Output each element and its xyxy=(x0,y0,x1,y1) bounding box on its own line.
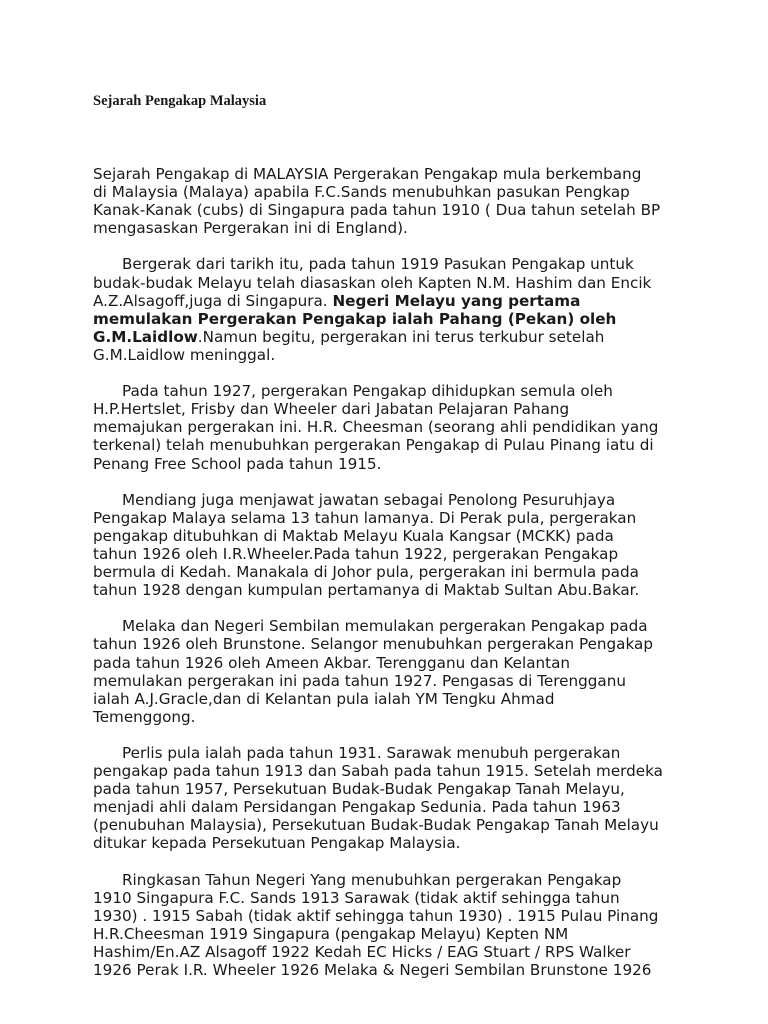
paragraph-text: .Namun begitu, pergerakan ini terus terkubur setelah G.M.Laidlow meninggal. xyxy=(93,327,605,364)
paragraph-ringkasan xyxy=(93,871,693,980)
paragraph-1927 xyxy=(93,382,693,472)
paragraph-text: Ringkasan Tahun Negeri Yang menubuhkan pergerakan Pengakap 1910 Singapura F.C. Sands 1913 Sarawak (tidak aktif sehingga tahun 1930) . 1915 Sabah (tidak aktif sehingga tahun 1930) . 1915 Pulau Pinang H.R.Cheesman 1919 Singapura (pengakap Melayu) Kepten NM Hashim/En.AZ Alsagoff 1922 Kedah EC Hicks / EAG Stuart / RPS Walker 1926 Perak I.R. Wheeler 1926 Melaka & Negeri Sembilan Brunstone 1926 xyxy=(93,870,659,980)
document-title: Sejarah Pengakap Malaysia xyxy=(93,93,267,109)
paragraph-text: Sejarah Pengakap di MALAYSIA Pergerakan Pengakap mula berkembang di Malaysia (Malaya) apabila F.C.Sands menubuhkan pasukan Pengkap Kanak-Kanak (cubs) di Singapura pada tahun 1910 ( Dua tahun setelah BP mengasaskan Pergerakan ini di England). xyxy=(93,165,661,238)
paragraph-mendiang xyxy=(93,491,693,600)
paragraph-text: Perlis pula ialah pada tahun 1931. Sarawak menubuh pergerakan pengakap pada tahun 1913 dan Sabah pada tahun 1915. Setelah merdeka pada tahun 1957, Persekutuan Budak-Budak Pengakap Tanah Melayu, menjadi ahli dalam Persidangan Pengakap Sedunia. Pada tahun 1963 (penubuhan Malaysia), Persekutuan Budak-Budak Pengakap Tanah Melayu ditukar kepada Persekutuan Pengakap Malaysia. xyxy=(93,744,663,853)
paragraph-bold-text: Negeri Melayu yang pertama memulakan Pergerakan Pengakap ialah Pahang (Pekan) oleh G.M.Laidlow xyxy=(93,291,617,346)
document-body xyxy=(93,165,693,997)
paragraph-perlis xyxy=(93,744,693,853)
paragraph-text: Mendiang juga menjawat jawatan sebagai Penolong Pesuruhjaya Pengakap Malaya selama 13 tahun lamanya. Di Perak pula, pergerakan pengakap ditubuhkan di Maktab Melayu Kuala Kangsar (MCKK) pada tahun 1926 oleh I.R.Wheeler.Pada tahun 1922, pergerakan Pengakap bermula di Kedah. Manakala di Johor pula, pergerakan ini bermula pada tahun 1928 dengan kumpulan pertamanya di Maktab Sultan Abu.Bakar. xyxy=(93,490,640,600)
paragraph-intro xyxy=(93,165,693,237)
paragraph-text: Melaka dan Negeri Sembilan memulakan pergerakan Pengakap pada tahun 1926 oleh Brunstone. Selangor menubuhkan pergerakan Pengakap pada tahun 1926 oleh Ameen Akbar. Terengganu dan Kelantan memulakan pergerakan ini pada tahun 1927. Pengasas di Terengganu ialah A.J.Gracle,dan di Kelantan pula ialah YM Tengku Ahmad Temenggong. xyxy=(93,617,653,726)
paragraph-melaka xyxy=(93,617,693,726)
paragraph-1919 xyxy=(93,255,693,364)
paragraph-text: Pada tahun 1927, pergerakan Pengakap dihidupkan semula oleh H.P.Hertslet, Frisby dan Wheeler dari Jabatan Pelajaran Pahang memajukan pergerakan ini. H.R. Cheesman (seorang ahli pendidikan yang terkenal) telah menubuhkan pergerakan Pengakap di Pulau Pinang iatu di Penang Free School pada tahun 1915. xyxy=(93,382,659,473)
paragraph-text: Bergerak dari tarikh itu, pada tahun 1919 Pasukan Pengakap untuk budak-budak Melayu telah diasaskan oleh Kapten N.M. Hashim dan Encik A.Z.Alsagoff,juga di Singapura. xyxy=(93,255,652,310)
